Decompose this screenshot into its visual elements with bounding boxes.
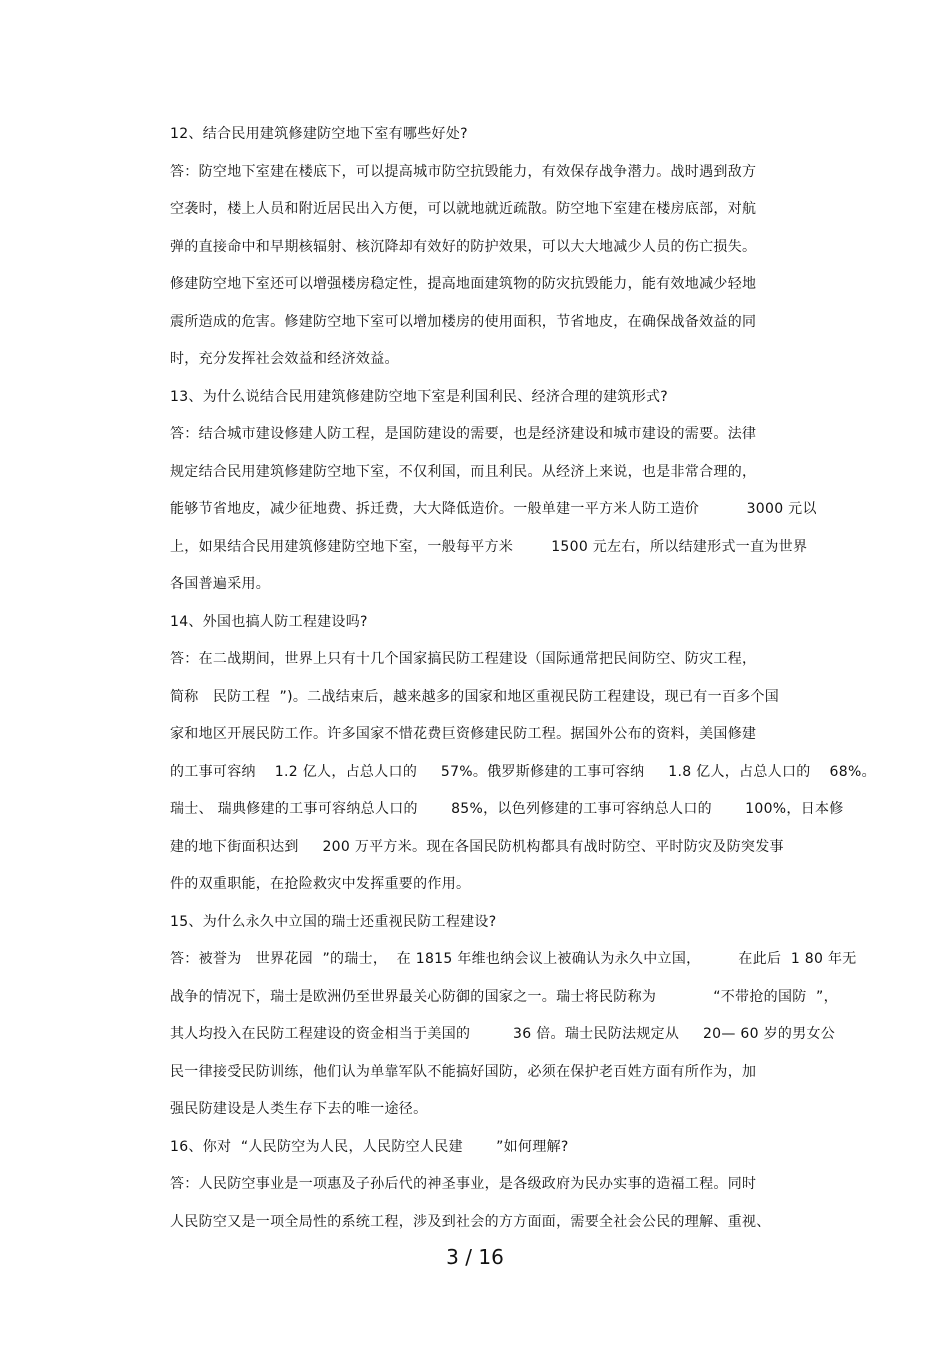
question-16-title: 16、你对 “人民防空为人民，人民防空人民建 ”如何理解? [170,1139,569,1155]
answer-15-line-1: 答：被誉为 世界花园 ”的瑞士， 在 1815 年维也纳会议上被确认为永久中立国， 在此后 1 80 年无 [170,951,857,967]
answer-12-line-5: 震所造成的危害。修建防空地下室可以增加楼房的使用面积，节省地皮，在确保战备效益的同 [170,314,757,330]
answer-16-line-1: 答：人民防空事业是一项惠及子孙后代的神圣事业，是各级政府为民办实事的造福工程。同时 [170,1176,757,1192]
answer-15-line-5: 强民防建设是人类生存下去的唯一途径。 [170,1101,428,1117]
question-15-title: 15、为什么永久中立国的瑞士还重视民防工程建设? [170,914,497,930]
answer-16-line-2: 人民防空又是一项全局性的系统工程，涉及到社会的方方面面，需要全社会公民的理解、重视、 [170,1214,771,1230]
answer-14-line-4: 的工事可容纳 1.2 亿人，占总人口的 57%。俄罗斯修建的工事可容纳 1.8 亿人，占总人口的 68%。 [170,764,876,780]
answer-15-line-4: 民一律接受民防训练，他们认为单靠军队不能搞好国防，必须在保护老百姓方面有所作为，加 [170,1064,757,1080]
answer-12-line-3: 弹的直接命中和早期核辐射、核沉降却有效好的防护效果，可以大大地减少人员的伤亡损失。 [170,239,757,255]
answer-13-line-1: 答：结合城市建设修建人防工程，是国防建设的需要，也是经济建设和城市建设的需要。法律 [170,426,757,442]
question-14-title: 14、外国也搞人防工程建设吗? [170,614,368,630]
answer-13-line-3: 能够节省地皮，减少征地费、拆迁费，大大降低造价。一般单建一平方米人防工造价 3000 元以 [170,501,817,517]
answer-12-line-1: 答：防空地下室建在楼底下，可以提高城市防空抗毁能力，有效保存战争潜力。战时遇到敌方 [170,164,757,180]
page-number: 3 / 16 [446,1245,504,1269]
answer-14-line-6: 建的地下街面积达到 200 万平方米。现在各国民防机构都具有战时防空、平时防灾及防突发事 [170,839,784,855]
answer-13-line-5: 各国普遍采用。 [170,576,271,592]
answer-14-line-3: 家和地区开展民防工作。许多国家不惜花费巨资修建民防工程。据国外公布的资料，美国修建 [170,726,757,742]
answer-14-line-1: 答：在二战期间，世界上只有十几个国家搞民防工程建设（国际通常把民间防空、防灾工程， [170,651,757,667]
answer-12-line-6: 时，充分发挥社会效益和经济效益。 [170,351,399,367]
answer-13-line-2: 规定结合民用建筑修建防空地下室，不仅利国，而且利民。从经济上来说，也是非常合理的， [170,464,757,480]
answer-14-line-2: 简称 民防工程 ”)。二战结束后，越来越多的国家和地区重视民防工程建设，现已有一百多个国 [170,689,780,705]
answer-14-line-7: 件的双重职能，在抢险救灾中发挥重要的作用。 [170,876,471,892]
answer-15-line-3: 其人均投入在民防工程建设的资金相当于美国的 36 倍。瑞士民防法规定从 20— 60 岁的男女公 [170,1026,836,1042]
answer-12-line-4: 修建防空地下室还可以增强楼房稳定性，提高地面建筑物的防灾抗毁能力，能有效地减少轻地 [170,276,757,292]
answer-14-line-5: 瑞士、 瑞典修建的工事可容纳总人口的 85%，以色列修建的工事可容纳总人口的 100%，日本修 [170,801,844,817]
question-12-title: 12、结合民用建筑修建防空地下室有哪些好处? [170,126,468,142]
answer-13-line-4: 上，如果结合民用建筑修建防空地下室，一般每平方米 1500 元左右，所以结建形式一直为世界 [170,539,808,555]
answer-12-line-2: 空袭时，楼上人员和附近居民出入方便，可以就地就近疏散。防空地下室建在楼房底部，对航 [170,201,757,217]
question-13-title: 13、为什么说结合民用建筑修建防空地下室是利国利民、经济合理的建筑形式? [170,389,669,405]
answer-15-line-2: 战争的情况下，瑞士是欧洲仍至世界最关心防御的国家之一。瑞士将民防称为 “不带抢的国防 ”， [170,989,838,1005]
